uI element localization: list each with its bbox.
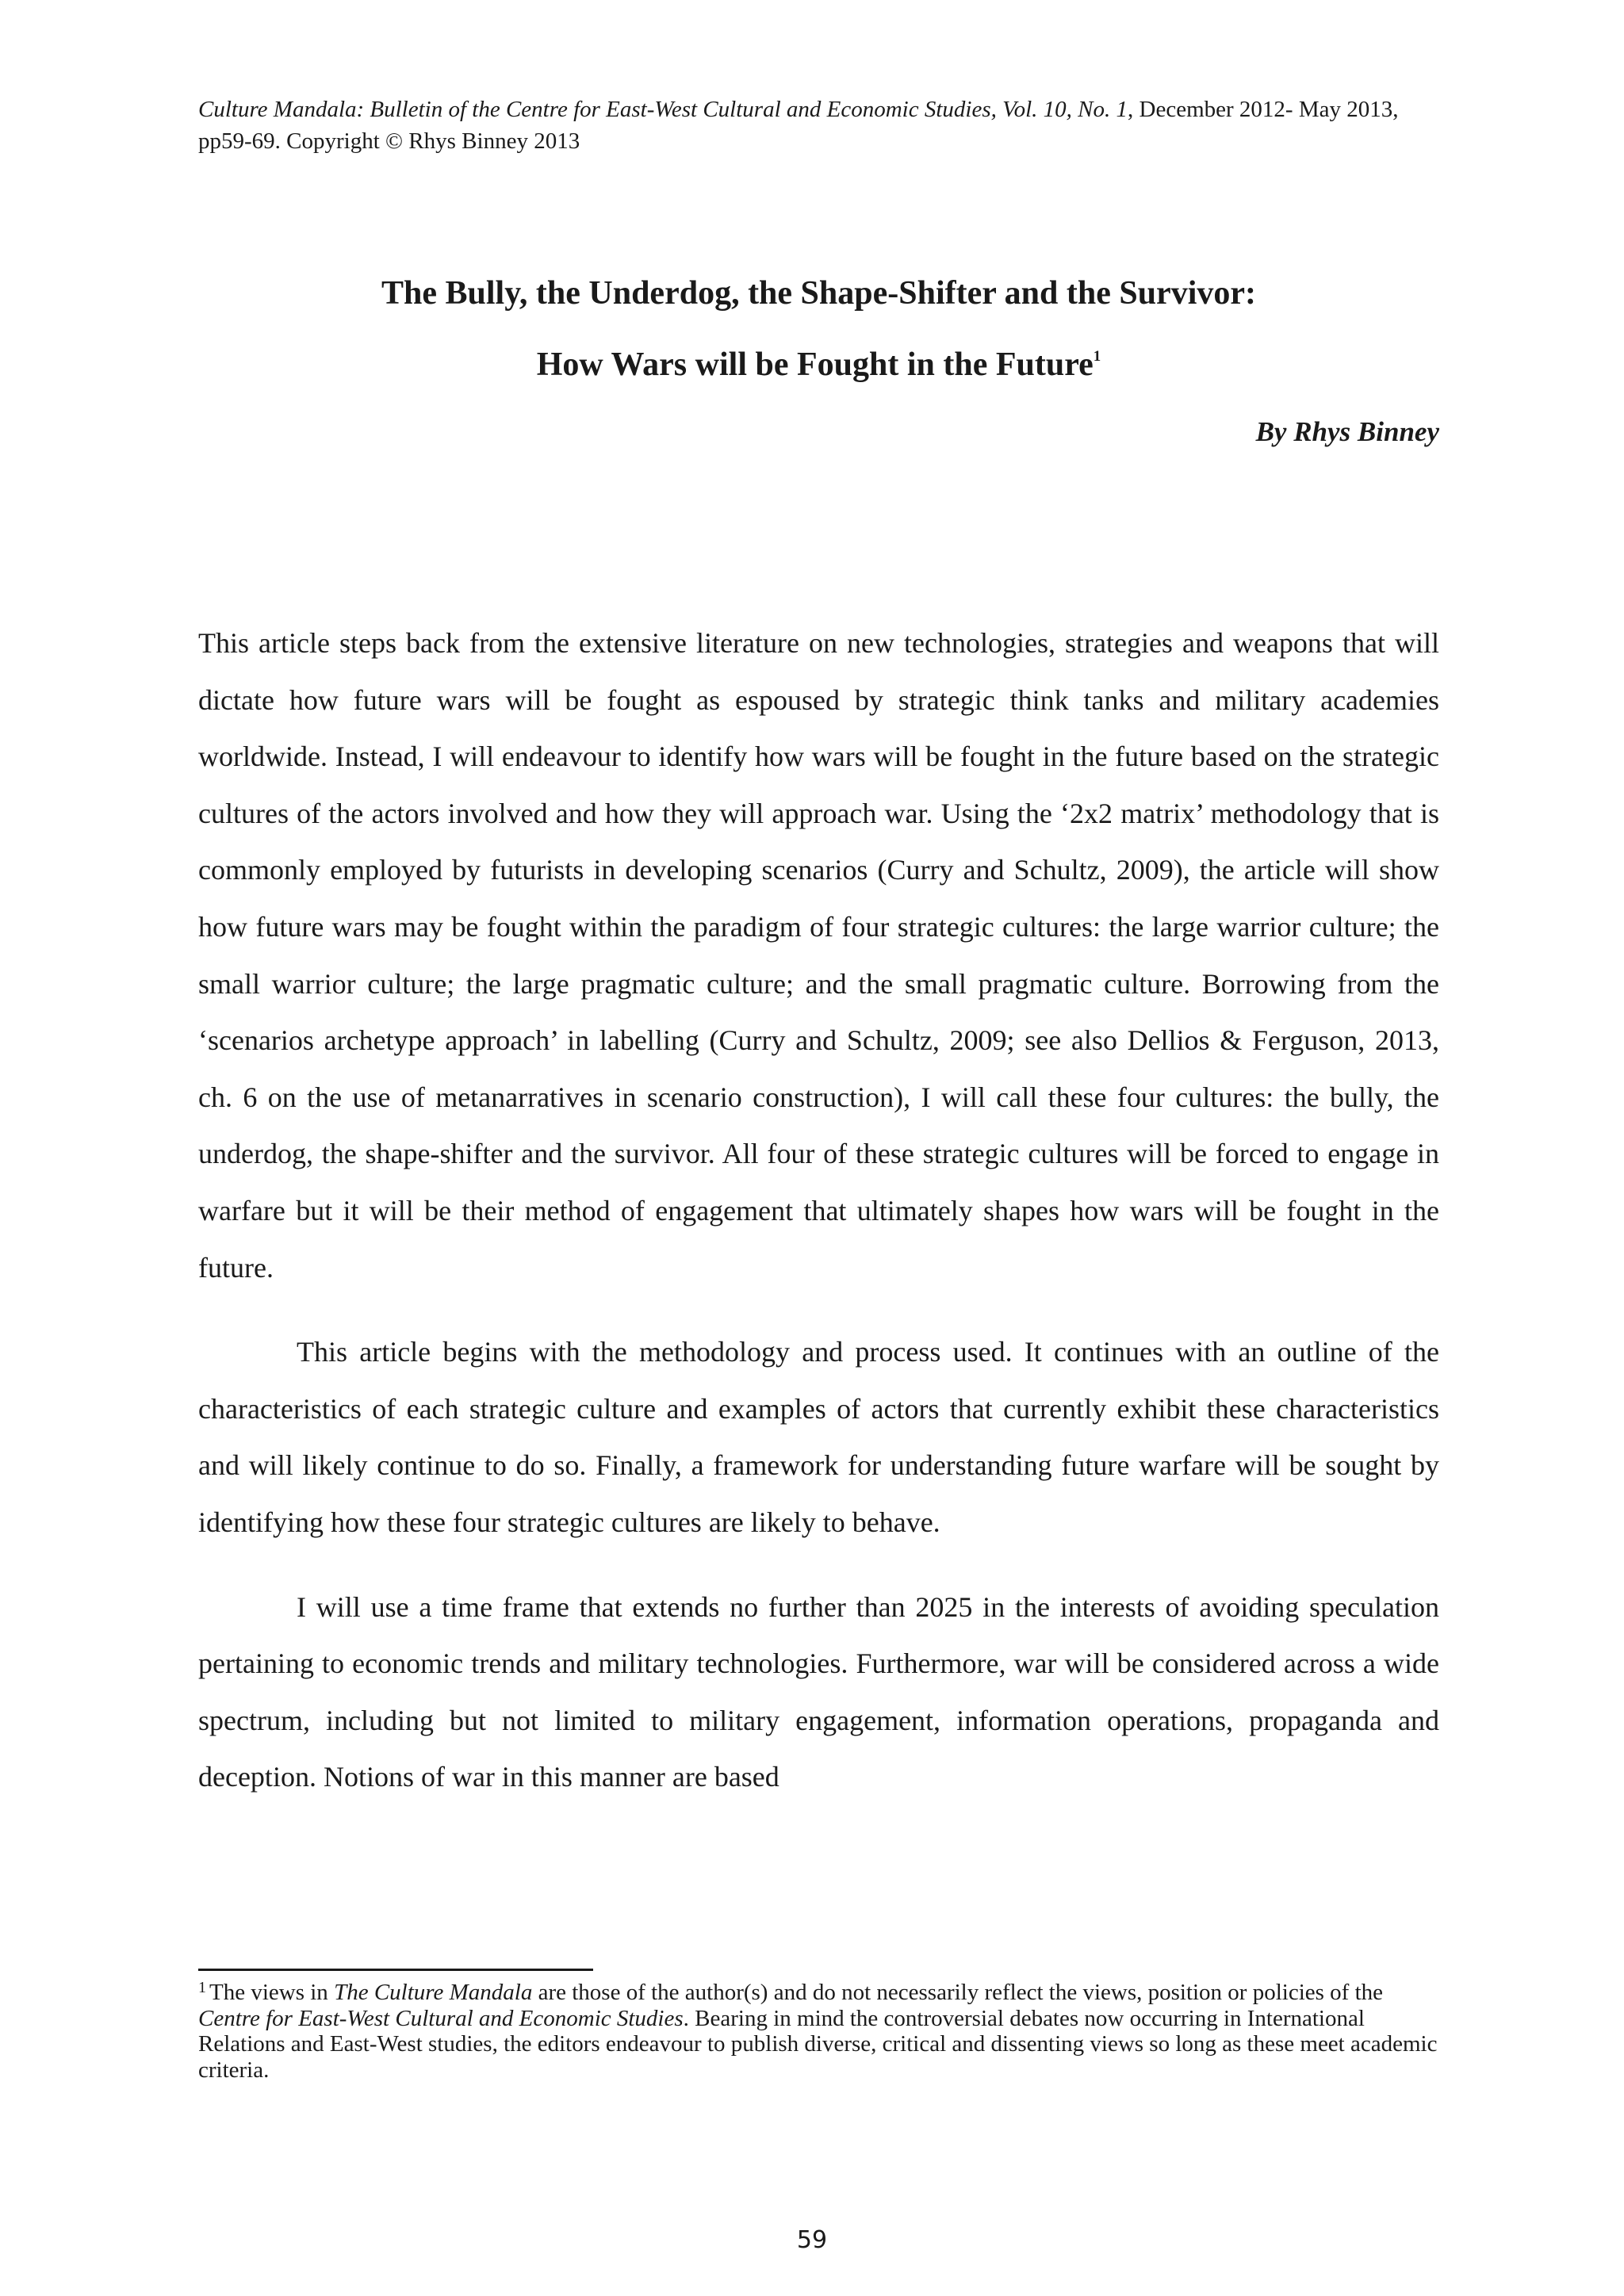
article-title-text: How Wars will be Fought in the Future [536,346,1094,383]
article-title-line-1: The Bully, the Underdog, the Shape-Shifter and the Survivor: [381,275,1256,312]
journal-citation-italic: Culture Mandala: Bulletin of the Centre for East-West Cultural and Economic Studies, Vol. 10, No. 1 [198,97,1128,122]
footnote-text-3: . Bearing in mind the controversial debates now occurring in International Relations and East-West studies, the editors endeavour to publish diverse, critical and dissenting views so long as these meet academic criteria. [198,2005,1438,2083]
footnote [198,1980,1442,2083]
page-number: 59 [796,2226,828,2254]
footnote-text-2: are those of the author(s) and do not necessarily reflect the views, position or policies of the [532,1980,1384,2005]
article-title-line-2 [198,344,1439,385]
footnote-italic-centre: Centre for East-West Cultural and Economic Studies [198,2005,684,2031]
body-paragraph: This article steps back from the extensive literature on new technologies, strategies and weapons that will dictate how future wars will be fought as espoused by strategic think tanks and military academies worldwide. Instead, I will endeavour to identify how wars will be fought in the future based on the strategic cultures of the actors involved and how they will approach war. Using the ‘2x2 matrix’ methodology that is commonly employed by futurists in developing scenarios (Curry and Schultz, 2009), the article will show how future wars may be fought within the paradigm of four strategic cultures: the large warrior culture; the small warrior culture; the large pragmatic culture; and the small pragmatic culture. Borrowing from the ‘scenarios archetype approach’ in labelling (Curry and Schultz, 2009; see also Dellios & Ferguson, 2013, ch. 6 on the use of metanarratives in scenario construction), I will call these four cultures: the bully, the underdog, the shape-shifter and the survivor. All four of these strategic cultures will be forced to engage in warfare but it will be their method of engagement that ultimately shapes how wars will be fought in the future. [198,627,1439,1284]
article-body [198,615,1439,1834]
footnote-separator [198,1969,593,1971]
body-paragraph: This article begins with the methodology and process used. It continues with an outline of the characteristics of each strategic culture and examples of actors that currently exhibit these characteristics and will likely continue to do so. Finally, a framework for understanding future warfare will be sought by identifying how these four strategic cultures are likely to behave. [198,1336,1439,1538]
author-byline: By Rhys Binney [1255,416,1439,447]
footnote-text-1: The views in [209,1980,335,2005]
body-paragraph: I will use a time frame that extends no further than 2025 in the interests of avoiding speculation pertaining to economic trends and military technologies. Furthermore, war will be considered across a wide spectrum, including but not limited to military engagement, information operations, propaganda and deception. Notions of war in this manner are based [198,1590,1439,1793]
footnote-marker: 1 [198,1979,206,1996]
journal-header [198,94,1439,157]
journal-citation-rest: , December 2012- May 2013, pp59-69. Copyright © Rhys Binney 2013 [198,97,1399,154]
footnote-italic-journal: The Culture Mandala [334,1980,533,2005]
title-footnote-marker: 1 [1093,348,1101,365]
